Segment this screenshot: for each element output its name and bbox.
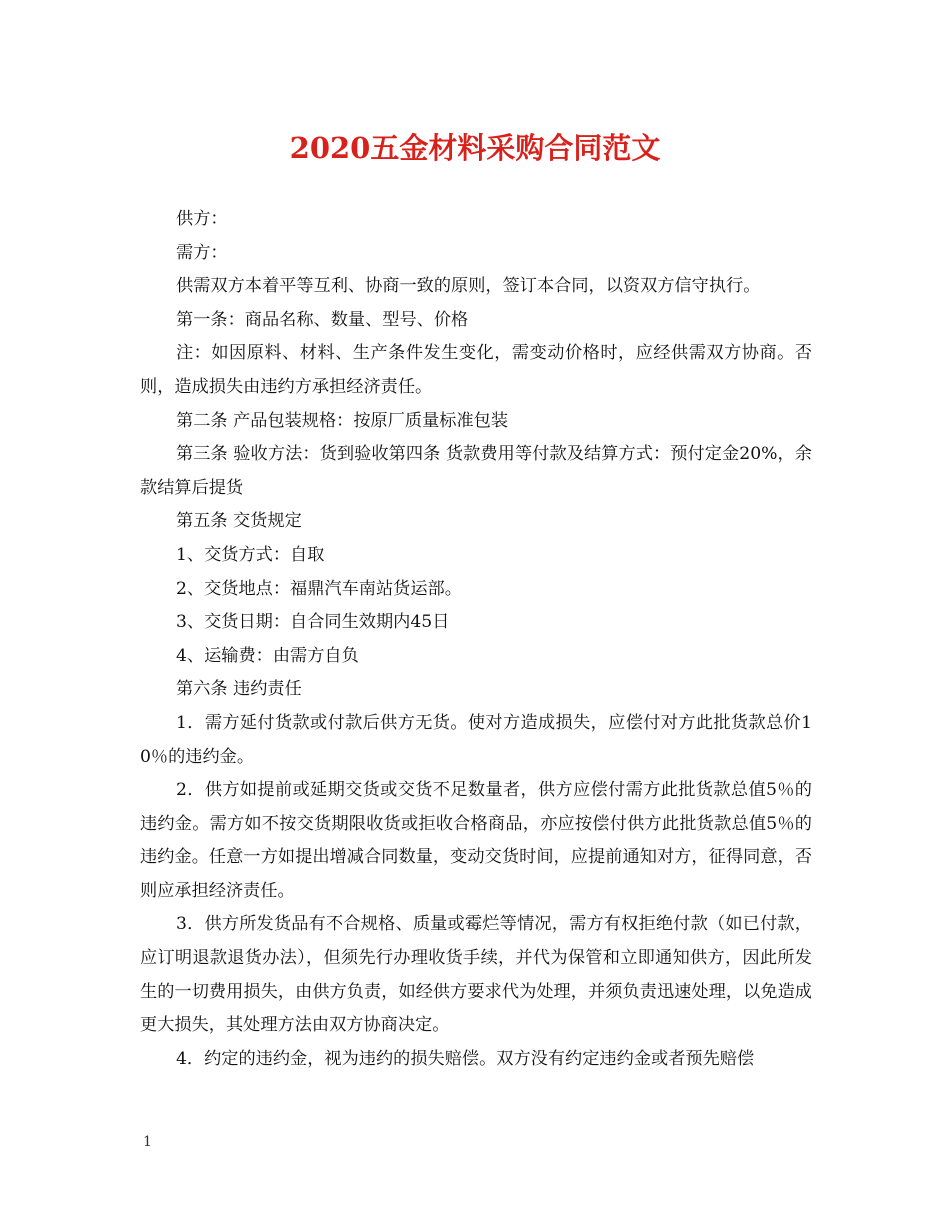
delivery-date-item: 3、交货日期：自合同生效期内45日: [176, 612, 450, 633]
article-6-heading: 第六条 违约责任: [176, 679, 302, 700]
article-5-heading: 第五条 交货规定: [176, 511, 302, 532]
breach-clause-2: 2．供方如提前或延期交货或交货不足数量者，供方应偿付需方此批货款总值5％的违约金。需方如不按交货期限收货或拒收合格商品，亦应按偿付供方此批货款总值5％的违约金。任意一方如提出增减合同数量，变动交货时间，应提前通知对方，征得同意，否则应承担经济责任。: [140, 780, 812, 901]
transport-fee-item: 4、运输费：由需方自负: [176, 645, 359, 666]
supplier-line: 供方：: [176, 209, 228, 229]
breach-clause-1: 1．需方延付货款或付款后供方无货。使对方造成损失，应偿付对方此批货款总价10％的违约金。: [140, 712, 812, 767]
delivery-method-item: 1、交货方式：自取: [176, 544, 325, 565]
breach-clause-3: 3．供方所发货品有不合规格、质量或霉烂等情况，需方有权拒绝付款（如已付款，应订明退款退货办法），但须先行办理收货手续，并代为保管和立即通知供方，因此所发生的一切费用损失，由供方负责，如经供方要求代为处理，并须负责迅速处理，以免造成更大损失，其处理方法由双方协商决定。: [140, 914, 812, 1036]
document-title: 2020五金材料采购合同范文: [289, 131, 661, 165]
delivery-location-item: 2、交货地点：福鼎汽车南站货运部。: [176, 578, 462, 599]
article-1-heading: 第一条：商品名称、数量、型号、价格: [176, 309, 469, 330]
preamble-paragraph: 供需双方本着平等互利、协商一致的原则，签订本合同，以资双方信守执行。: [176, 276, 761, 297]
page-number: 1: [143, 1134, 152, 1150]
document-body: [140, 203, 812, 1076]
buyer-line: 需方：: [176, 242, 228, 263]
price-note-paragraph: 注：如因原料、材料、生产条件发生变化，需变动价格时，应经供需双方协商。否则，造成损失由违约方承担经济责任。: [140, 343, 812, 397]
article-3-4-paragraph: 第三条 验收方法：货到验收第四条 货款费用等付款及结算方式：预付定金20%，余款结算后提货: [140, 444, 812, 498]
breach-clause-4: 4．约定的违约金，视为违约的损失赔偿。双方没有约定违约金或者预先赔偿: [176, 1048, 755, 1069]
article-2-paragraph: 第二条 产品包装规格：按原厂质量标准包装: [176, 410, 509, 431]
